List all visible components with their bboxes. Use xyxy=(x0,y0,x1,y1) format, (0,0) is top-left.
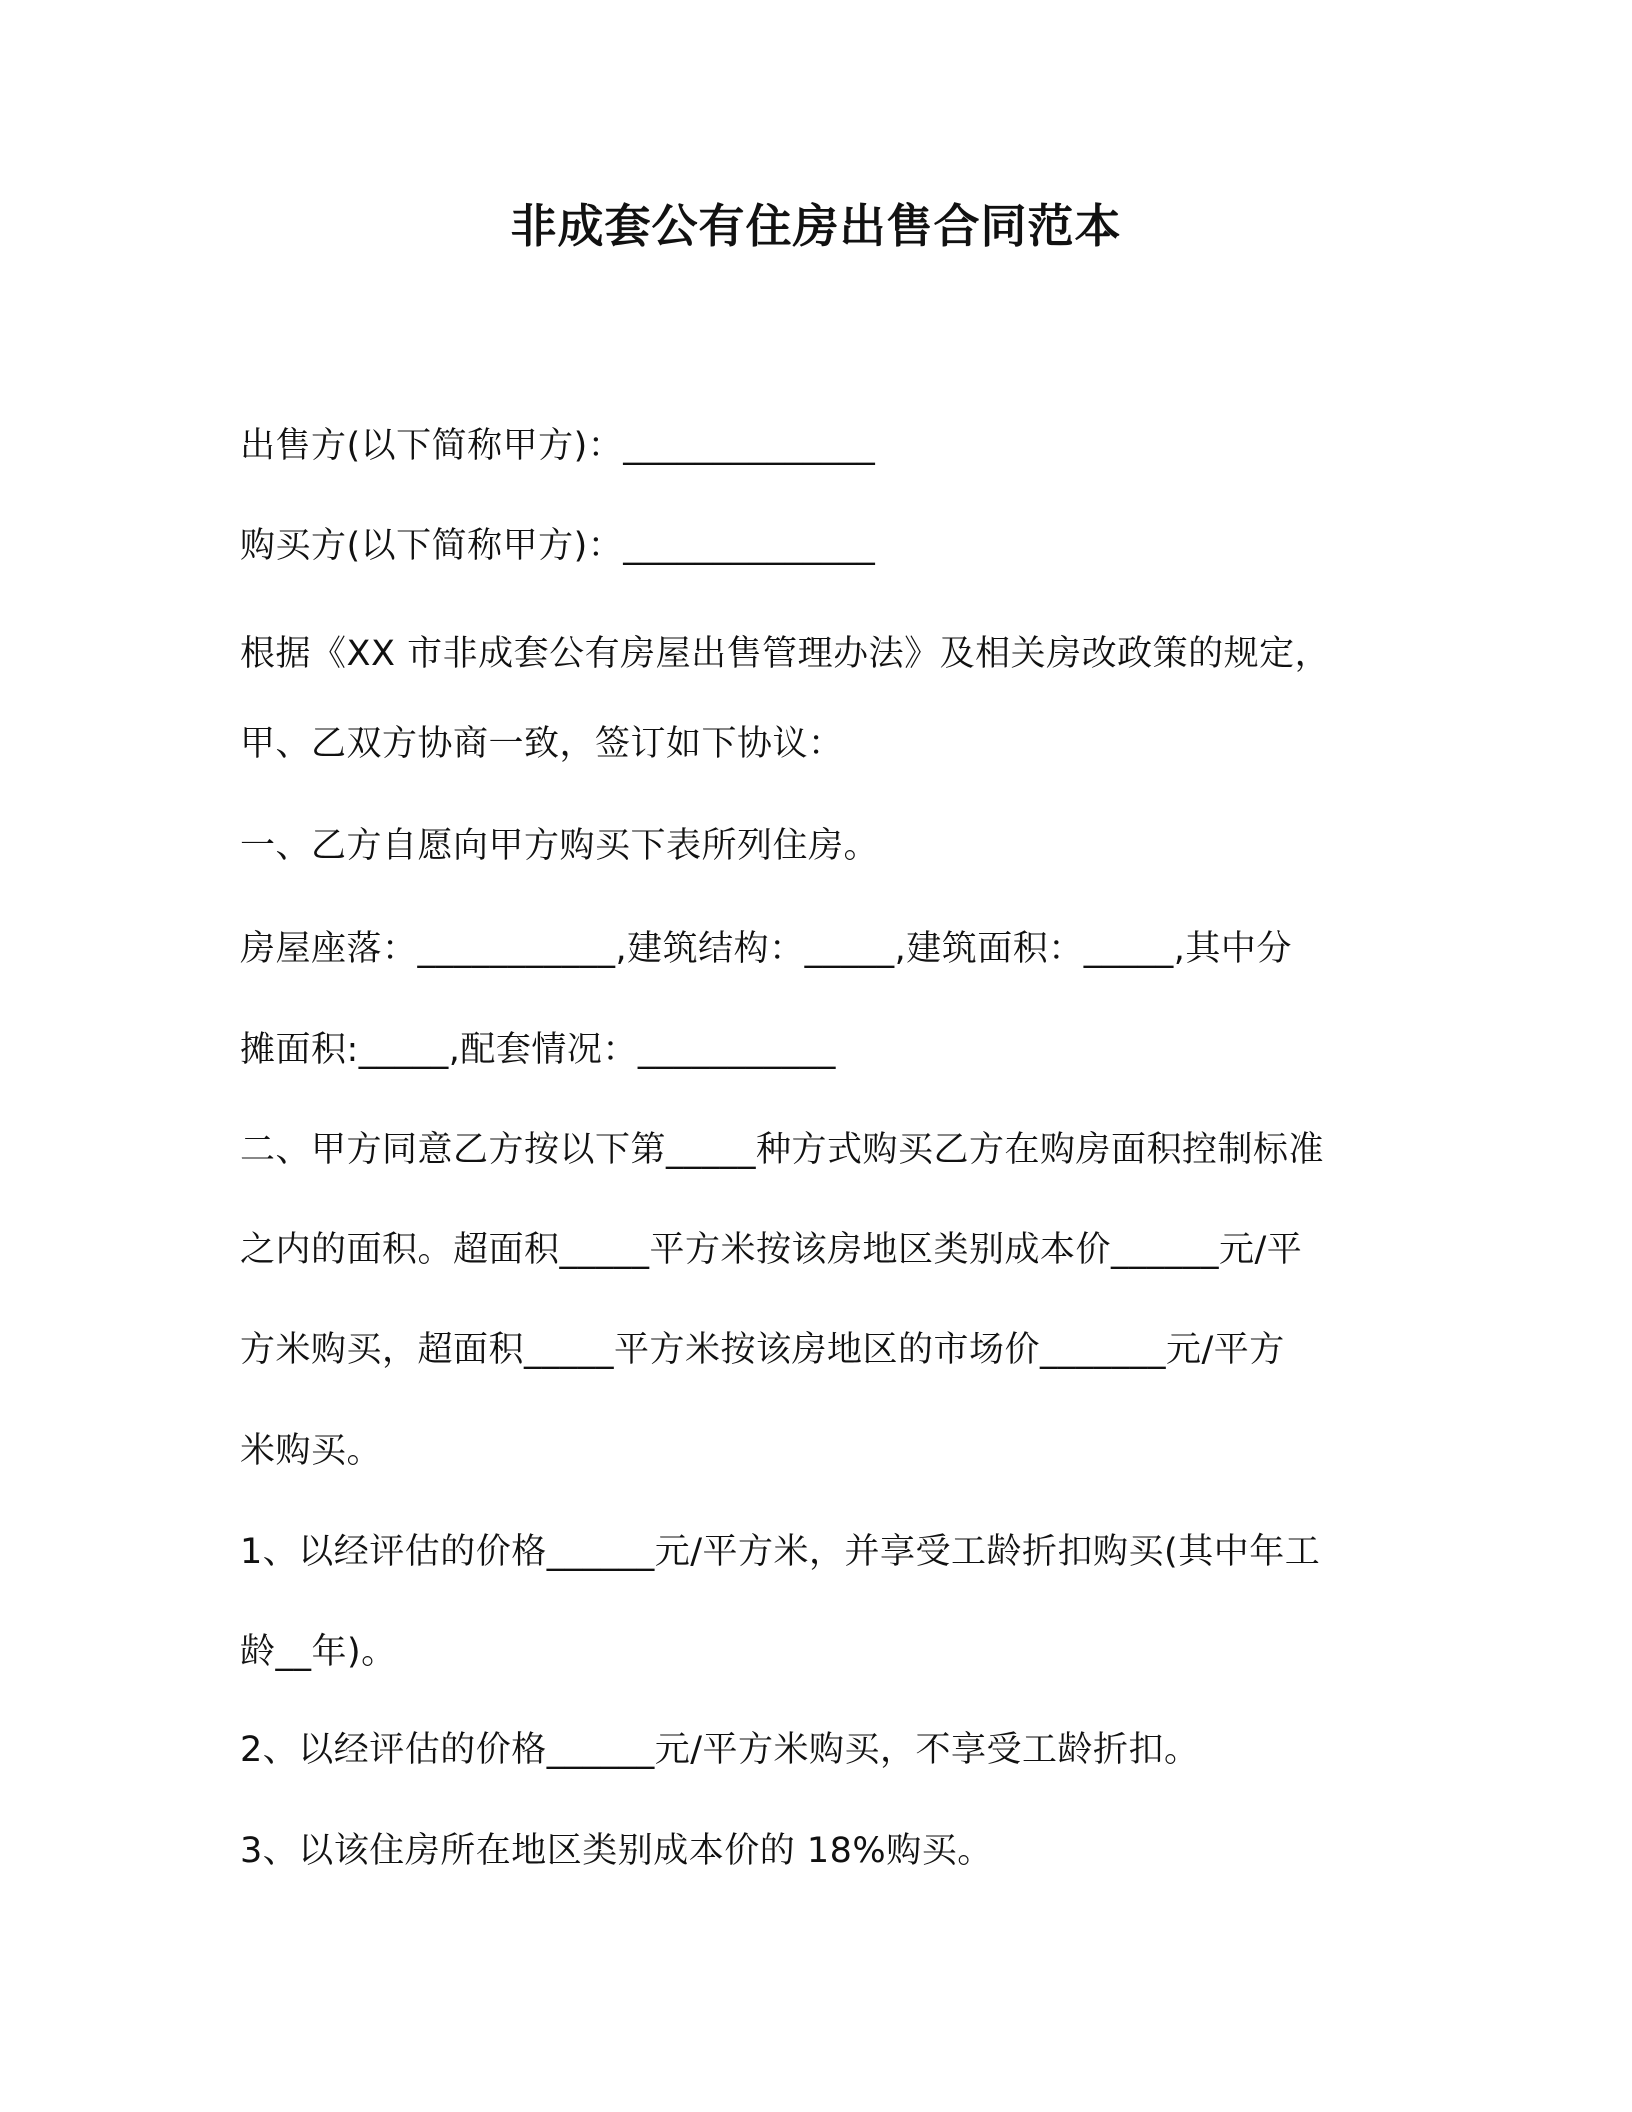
paragraph-line: 摊面积:_____,配套情况：___________ xyxy=(240,1030,836,1070)
paragraph-line: 甲、乙双方协商一致，签订如下协议： xyxy=(240,724,844,764)
paragraph-line: 龄__年)。 xyxy=(240,1632,397,1672)
option-one-line: 1、以经评估的价格______元/平方米，并享受工龄折扣购买(其中年工 xyxy=(240,1532,1321,1572)
option-three-line: 3、以该住房所在地区类别成本价的 18%购买。 xyxy=(240,1831,993,1871)
seller-line: 出售方(以下简称甲方)：______________ xyxy=(240,426,876,466)
clause-one-line: 一、乙方自愿向甲方购买下表所列住房。 xyxy=(240,826,880,866)
option-two-line: 2、以经评估的价格______元/平方米购买，不享受工龄折扣。 xyxy=(240,1730,1200,1770)
paragraph-line: 米购买。 xyxy=(240,1431,383,1471)
paragraph-line: 房屋座落：___________,建筑结构：_____,建筑面积：_____,其中分 xyxy=(240,929,1292,969)
paragraph-line: 方米购买，超面积_____平方米按该房地区的市场价_______元/平方 xyxy=(240,1330,1285,1370)
clause-two-line: 二、甲方同意乙方按以下第_____种方式购买乙方在购房面积控制标准 xyxy=(240,1130,1325,1170)
paragraph-line: 之内的面积。超面积_____平方米按该房地区类别成本价______元/平 xyxy=(240,1230,1303,1270)
buyer-line: 购买方(以下简称甲方)：______________ xyxy=(240,526,876,566)
paragraph-line: 根据《XX 市非成套公有房屋出售管理办法》及相关房改政策的规定， xyxy=(240,634,1331,674)
document-title: 非成套公有住房出售合同范本 xyxy=(510,199,1122,253)
